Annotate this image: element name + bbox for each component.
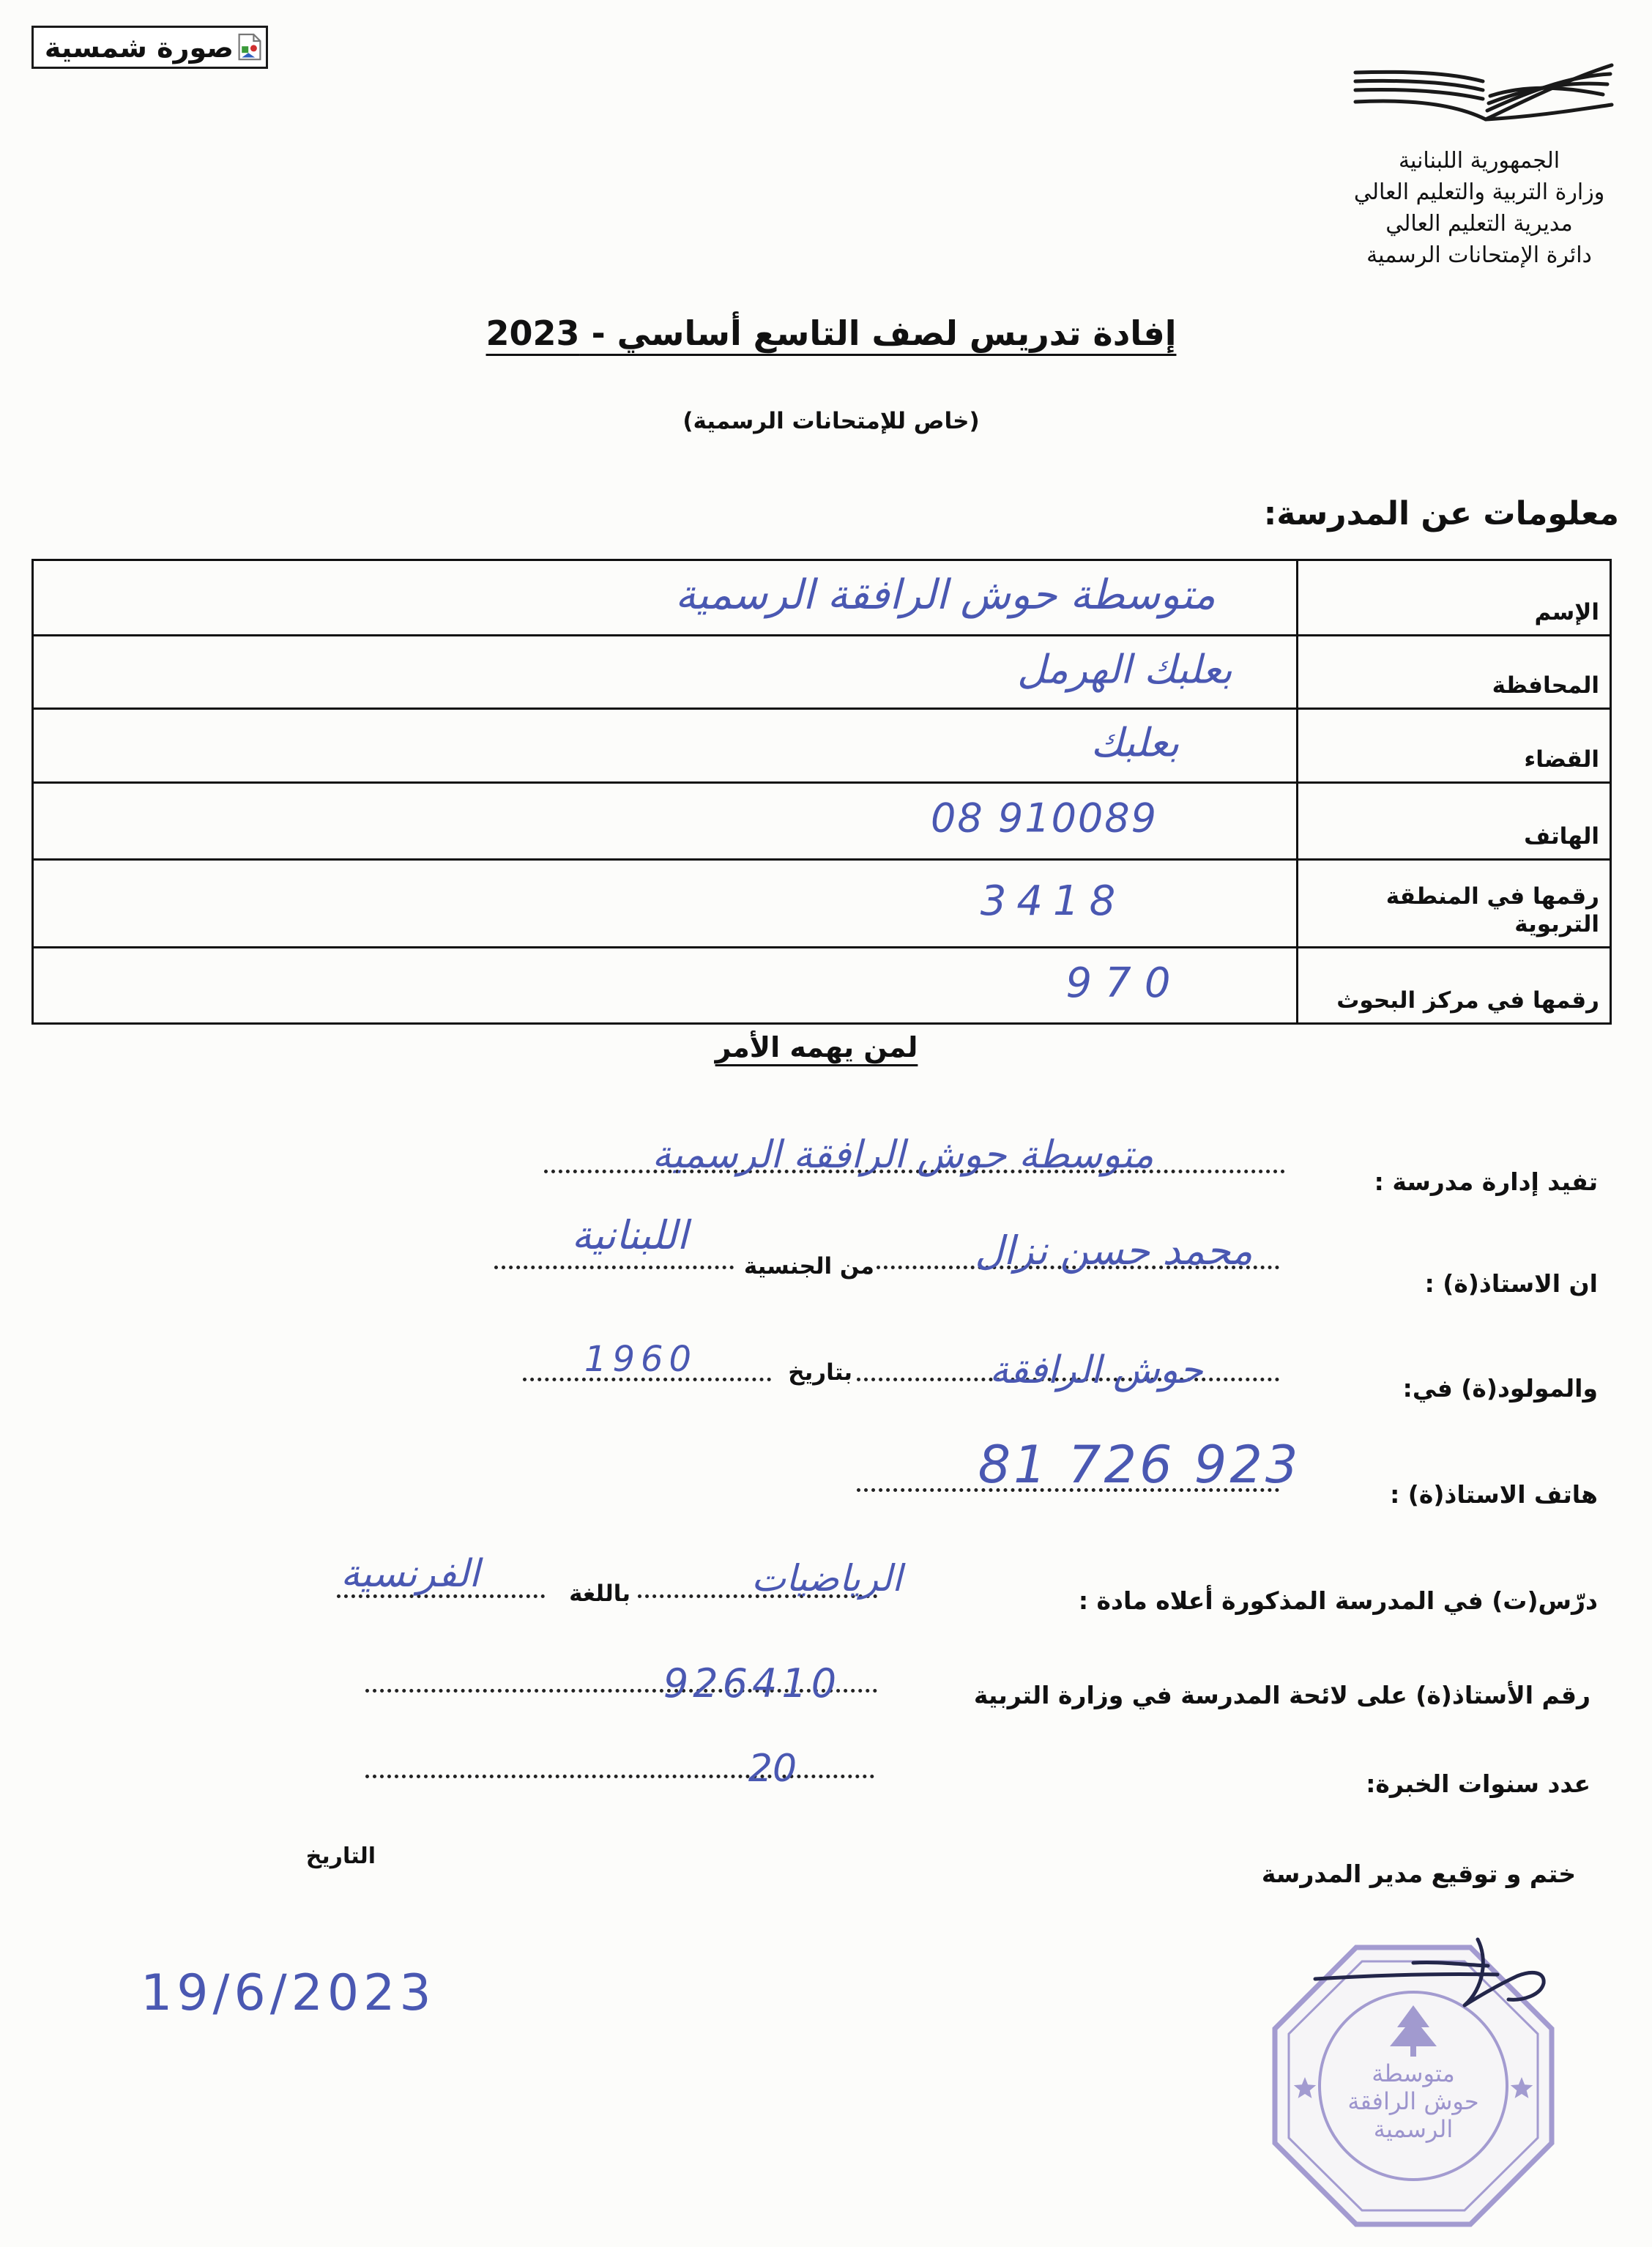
birth-date-handwritten: 1960 (584, 1339, 698, 1380)
school-info-table (31, 559, 1612, 1025)
header-department: دائرة الإمتحانات الرسمية (1366, 242, 1592, 268)
dotted-fill-line (494, 1266, 734, 1269)
to-whom-text: لمن يهمه الأمر (715, 1031, 918, 1063)
subject-handwritten: الرياضيات (751, 1557, 902, 1600)
document-subtitle: (خاص للإمتحانات الرسمية) (682, 408, 980, 434)
stamp-text-line: متوسطة (1372, 2060, 1455, 2087)
nationality-handwritten: اللبنانية (571, 1212, 688, 1258)
row-value-cell (34, 710, 1296, 781)
row-label (1296, 948, 1610, 1022)
row-value-cell (34, 636, 1296, 707)
school-admin-label: تفيد إدارة مدرسة : (1374, 1167, 1598, 1196)
nationality-label: من الجنسية (743, 1253, 874, 1280)
photo-placeholder-label: صورة شمسية (44, 31, 234, 64)
row-value-cell (34, 561, 1296, 634)
table-row (34, 710, 1610, 784)
subject-label: درّس(ت) في المدرسة المذكورة أعلاه مادة : (1078, 1586, 1598, 1615)
experience-label: عدد سنوات الخبرة: (1366, 1769, 1590, 1798)
document-title (15, 313, 1648, 353)
experience-years-handwritten: 20 (748, 1747, 797, 1791)
school-stamp (1245, 1919, 1582, 2241)
table-row (34, 784, 1610, 861)
table-row (34, 861, 1610, 948)
principal-signature-label: ختم و توقيع مدير المدرسة (1261, 1860, 1576, 1888)
table-row (34, 561, 1610, 636)
row-label-text: رقمها في المنطقة التربوية (1385, 883, 1599, 938)
row-label (1296, 784, 1610, 858)
teacher-name-handwritten: محمد حسن نزال (975, 1228, 1253, 1274)
broken-image-icon (237, 33, 263, 62)
row-label (1296, 861, 1610, 946)
row-label-text: رقمها في مركز البحوث (1336, 987, 1599, 1014)
teacher-number-handwritten: 926410 (663, 1660, 841, 1706)
photo-placeholder (31, 26, 268, 69)
row-label (1296, 561, 1610, 634)
dotted-fill-line (365, 1775, 874, 1778)
stamp-text-line: الرسمية (1373, 2115, 1454, 2143)
teacher-number-label: رقم الأستاذ(ة) على لائحة المدرسة في وزارة التربية (973, 1681, 1590, 1709)
school-admin-handwritten: متوسطة حوش الرافقة الرسمية (652, 1133, 1154, 1177)
row-value-cell (34, 948, 1296, 1022)
research-center-number-handwritten: 970 (1065, 959, 1184, 1007)
row-value-cell (34, 784, 1296, 858)
governorate-handwritten: بعلبك الهرمل (1017, 645, 1232, 692)
ministry-header (1318, 145, 1640, 271)
row-value-cell (34, 861, 1296, 946)
row-label (1296, 710, 1610, 781)
row-label-text: القضاء (1524, 746, 1599, 773)
language-label: باللغة (569, 1581, 630, 1607)
header-republic: الجمهورية اللبنانية (1398, 148, 1560, 174)
table-row (34, 636, 1610, 710)
teacher-label: ان الاستاذ(ة) : (1424, 1269, 1598, 1298)
teacher-phone-label: هاتف الاستاذ(ة) : (1390, 1480, 1598, 1509)
regional-number-handwritten: 3418 (980, 877, 1126, 925)
row-label (1296, 636, 1610, 707)
district-handwritten: بعلبك (1090, 719, 1180, 766)
open-book-logo (1347, 43, 1619, 144)
school-phone-handwritten: 08 910089 (930, 795, 1158, 842)
table-row (34, 948, 1610, 1022)
row-label-text: الهاتف (1524, 823, 1599, 850)
school-info-heading: معلومات عن المدرسة: (1263, 495, 1619, 532)
date-handwritten: 19/6/2023 (141, 1964, 436, 2022)
school-name-handwritten: متوسطة حوش الرافقة الرسمية (675, 571, 1216, 620)
header-ministry: وزارة التربية والتعليم العالي (1353, 179, 1605, 205)
row-label-text: المحافظة (1492, 672, 1599, 699)
document-title-text: إفادة تدريس لصف التاسع أساسي - 2023 (485, 313, 1177, 353)
birthplace-handwritten: حوش الرافقة (989, 1348, 1203, 1392)
stamp-text-line: حوش الرافقة (1347, 2087, 1479, 2115)
to-whom-heading (15, 1031, 1618, 1063)
header-directorate: مديرية التعليم العالي (1385, 211, 1573, 237)
birth-date-label: بتاريخ (788, 1359, 852, 1386)
birthplace-label: والمولود(ة) في: (1402, 1374, 1598, 1403)
row-label-text: الإسم (1534, 599, 1599, 626)
language-handwritten: الفرنسية (341, 1552, 480, 1596)
date-label: التاريخ (305, 1843, 376, 1869)
teacher-phone-handwritten: 81 726 923 (978, 1435, 1301, 1495)
